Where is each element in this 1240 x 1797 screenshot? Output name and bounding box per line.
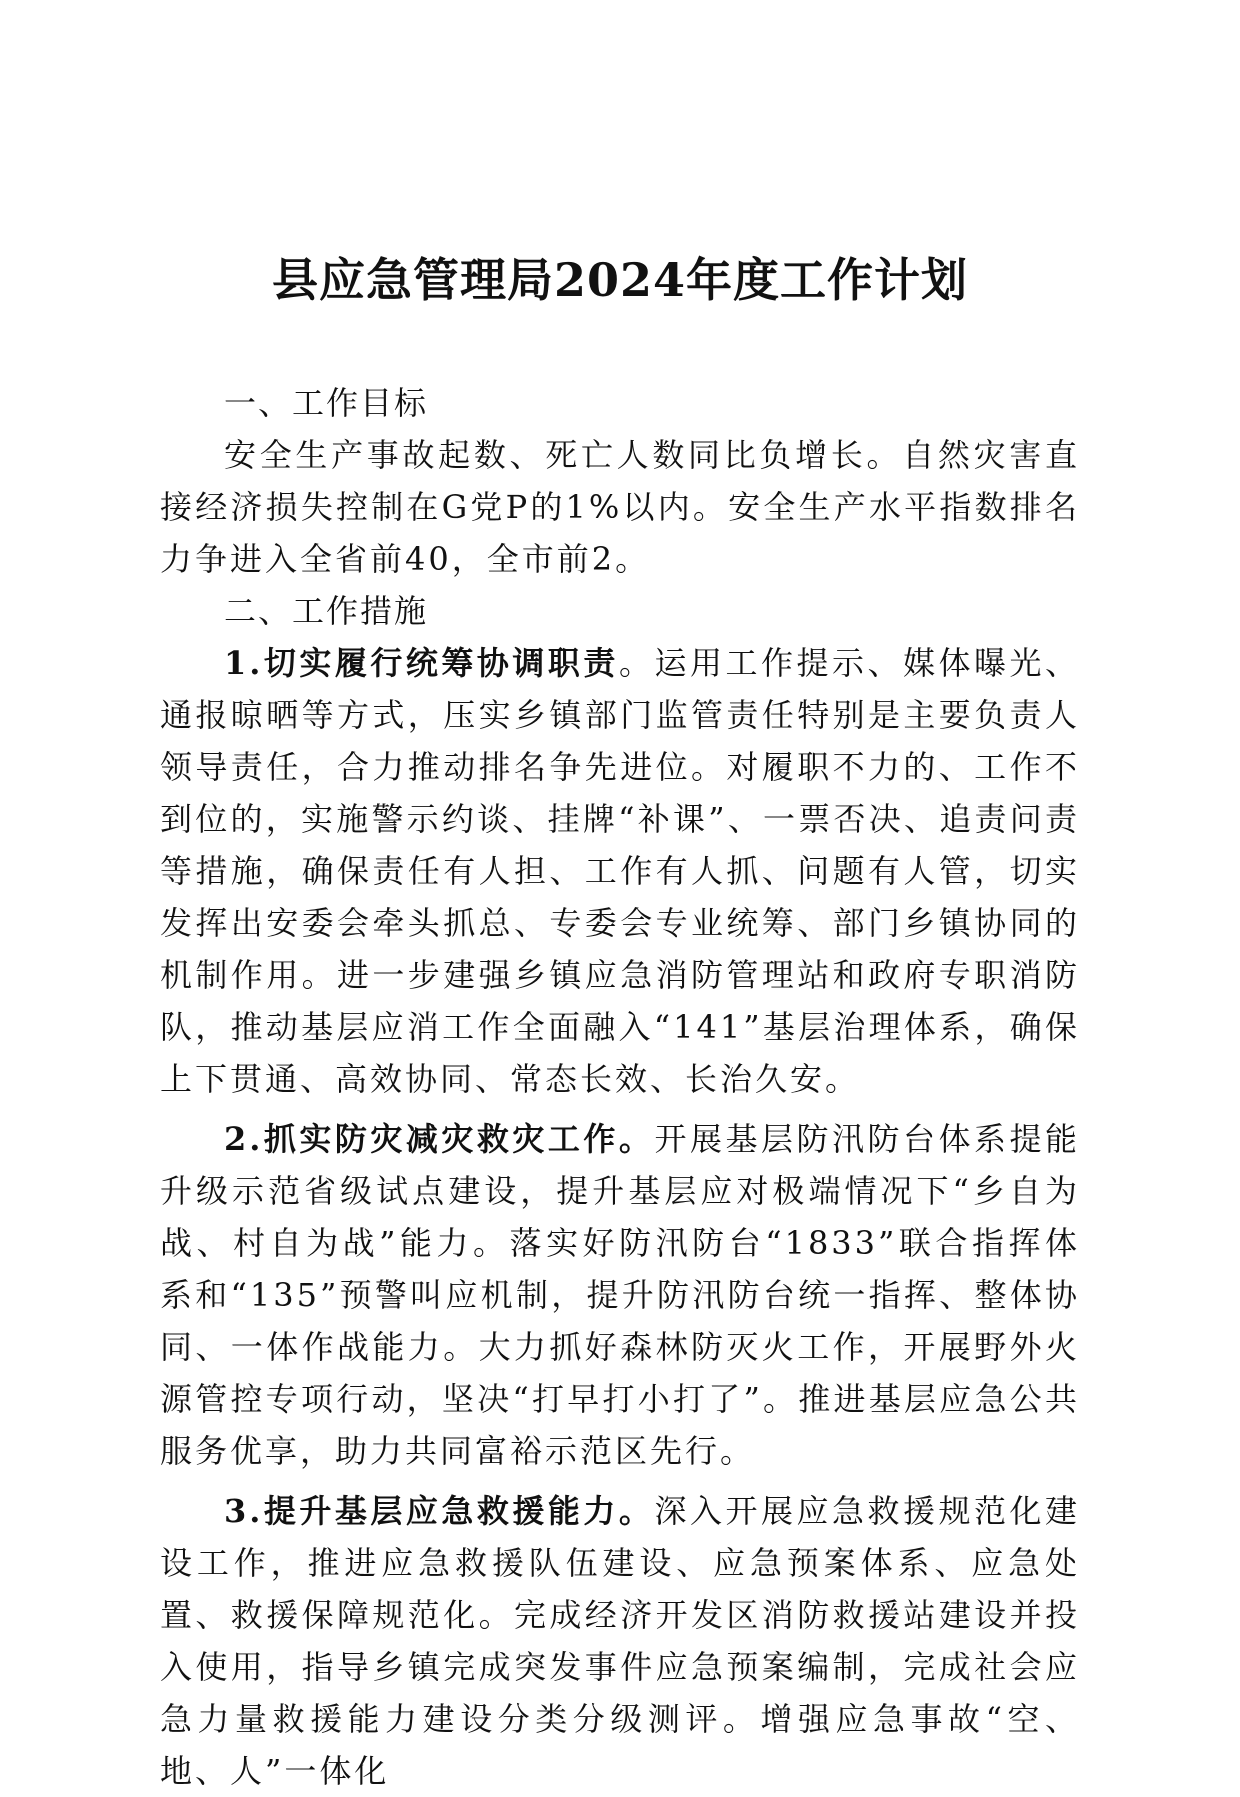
measure-item-2	[160, 1113, 1080, 1477]
section-heading-goals: 一、工作目标	[224, 384, 429, 422]
goals-paragraph: 安全生产事故起数、死亡人数同比负增长。自然灾害直接经济损失控制在G党P的1%以内。安全生产水平指数排名力争进入全省前40，全市前2。	[160, 436, 1080, 578]
measure-item-3	[160, 1485, 1080, 1797]
measure-item-1-text: 。运用工作提示、媒体曝光、通报晾晒等方式，压实乡镇部门监管责任特别是主要负责人领导责任，合力推动排名争先进位。对履职不力的、工作不到位的，实施警示约谈、挂牌“补课”、一票否决、追责问责等措施，确保责任有人担、工作有人抓、问题有人管，切实发挥出安委会牵头抓总、专委会专业统筹、部门乡镇协同的机制作用。进一步建强乡镇应急消防管理站和政府专职消防队，推动基层应消工作全面融入“141”基层治理体系，确保上下贯通、高效协同、常态长效、长治久安。	[160, 644, 1080, 1098]
measure-item-1-lead: 1.切实履行统筹协调职责	[224, 644, 619, 682]
section-heading-measures: 二、工作措施	[224, 592, 429, 630]
measure-item-3-lead: 3.提升基层应急救援能力。	[224, 1492, 655, 1530]
page-title: 县应急管理局2024年度工作计划	[271, 253, 969, 307]
measure-item-2-text: 开展基层防汛防台体系提能升级示范省级试点建设，提升基层应对极端情况下“乡自为战、村自为战”能力。落实好防汛防台“1833”联合指挥体系和“135”预警叫应机制，提升防汛防台统一指挥、整体协同、一体作战能力。大力抓好森林防灭火工作，开展野外火源管控专项行动，坚决“打早打小打了”。推进基层应急公共服务优享，助力共同富裕示范区先行。	[160, 1120, 1080, 1470]
document-body	[160, 377, 1080, 1797]
measure-item-1	[160, 637, 1080, 1105]
measure-item-2-lead: 2.抓实防灾减灾救灾工作。	[224, 1120, 655, 1158]
measure-item-3-text: 深入开展应急救援规范化建设工作，推进应急救援队伍建设、应急预案体系、应急处置、救援保障规范化。完成经济开发区消防救援站建设并投入使用，指导乡镇完成突发事件应急预案编制，完成社会应急力量救援能力建设分类分级测评。增强应急事故“空、地、人”一体化	[160, 1492, 1080, 1790]
